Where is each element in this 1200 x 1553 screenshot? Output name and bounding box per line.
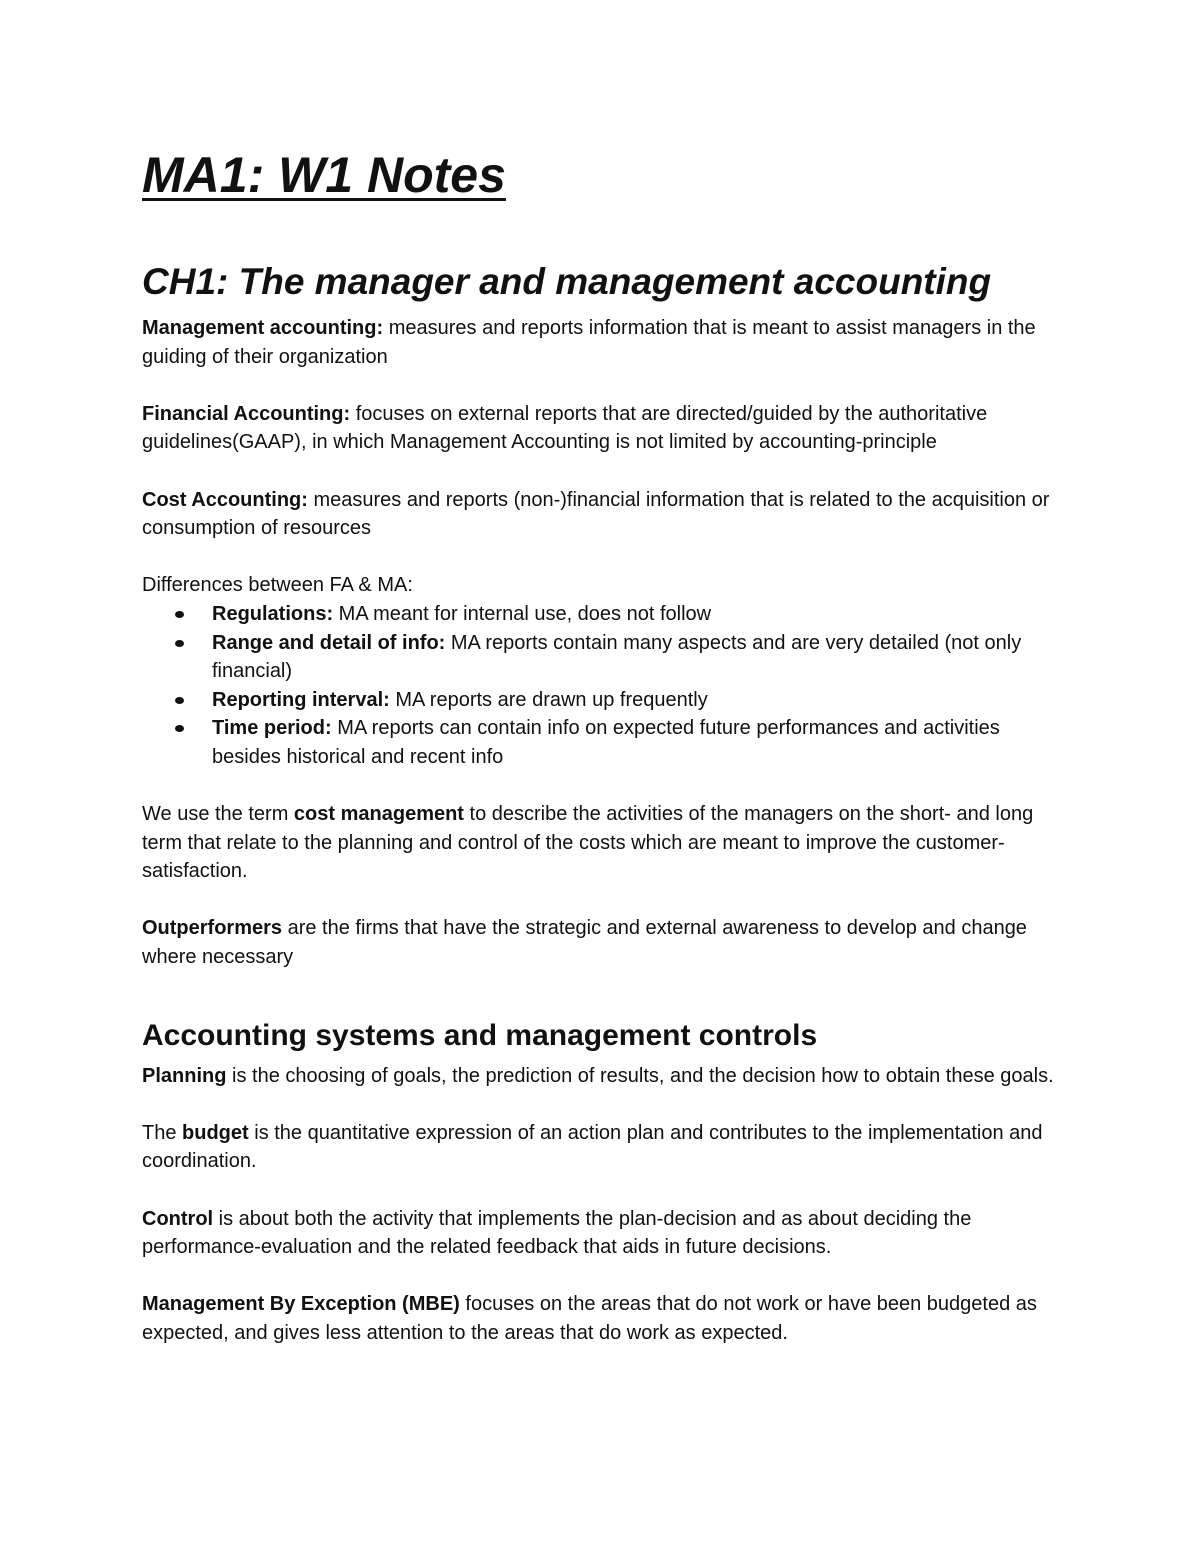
item-text: MA reports can contain info on expected future performances and activities besides historical and recent info: [212, 717, 1000, 768]
document-page: [142, 140, 1072, 1348]
term-label: Financial Accounting:: [142, 402, 351, 425]
definition-management-accounting: [142, 314, 1072, 371]
definition-cost-accounting: [142, 486, 1072, 543]
term-label: budget: [182, 1121, 249, 1144]
term-label: Planning: [142, 1064, 227, 1087]
control-paragraph: [142, 1205, 1072, 1262]
outperformers-paragraph: [142, 914, 1072, 971]
paragraph-text: The: [142, 1121, 183, 1144]
bullet-icon: [175, 640, 184, 647]
term-label: Outperformers: [142, 917, 283, 940]
mbe-paragraph: [142, 1290, 1072, 1347]
budget-paragraph: [142, 1119, 1072, 1176]
list-item: [142, 629, 1072, 686]
paragraph-text: is the quantitative expression of an action plan and contributes to the implementation and coordination.: [142, 1121, 1043, 1173]
bullet-icon: [175, 611, 184, 618]
term-label: Regulations:: [212, 602, 334, 625]
list-item: [142, 686, 1072, 715]
paragraph-text: are the firms that have the strategic and external awareness to develop and change where necessary: [142, 917, 1027, 969]
cost-management-paragraph: [142, 800, 1072, 886]
paragraph-text: is the choosing of goals, the prediction of results, and the decision how to obtain these goals.: [226, 1064, 1054, 1087]
term-label: Cost Accounting:: [142, 488, 308, 511]
definition-financial-accounting: [142, 400, 1072, 457]
differences-list: [142, 600, 1072, 772]
bullet-icon: [175, 697, 184, 704]
term-label: Range and detail of info:: [212, 631, 446, 654]
document-title: MA1: W1 Notes: [142, 147, 506, 203]
item-text: MA reports contain many aspects and are very detailed (not only financial): [212, 631, 1022, 683]
item-text: MA meant for internal use, does not follow: [333, 602, 712, 625]
term-label: cost management: [293, 803, 464, 826]
paragraph-text: We use the term: [142, 803, 294, 826]
term-label: Management By Exception (MBE): [142, 1293, 460, 1316]
term-label: Reporting interval:: [212, 688, 390, 711]
differences-intro: Differences between FA & MA:: [142, 574, 413, 597]
definition-text: measures and reports (non-)financial information that is related to the acquisition or consumption of resources: [142, 488, 1050, 540]
list-item: [142, 714, 1072, 771]
list-item: [142, 600, 1072, 629]
paragraph-text: is about both the activity that implements the plan-decision and as about deciding the performance-evaluation and the related feedback that aids in future decisions.: [142, 1207, 972, 1259]
planning-paragraph: [142, 1062, 1072, 1091]
definition-text: focuses on external reports that are directed/guided by the authoritative guidelines(GAAP), in which Management Accounting is not limited by accounting-principle: [142, 402, 988, 454]
chapter-heading: CH1: The manager and management accounting: [142, 261, 992, 302]
item-text: MA reports are drawn up frequently: [389, 688, 708, 711]
definition-text: measures and reports information that is meant to assist managers in the guiding of their organization: [142, 317, 1036, 368]
term-label: Control: [142, 1207, 214, 1230]
paragraph-text: focuses on the areas that do not work or have been budgeted as expected, and gives less attention to the areas that do work as expected.: [142, 1293, 1037, 1344]
term-label: Management accounting:: [142, 317, 384, 339]
paragraph-text: to describe the activities of the managers on the short- and long term that relate to the planning and control of the costs which are meant to improve the customer-satisfaction.: [142, 803, 1034, 883]
bullet-icon: [175, 725, 184, 732]
term-label: Time period:: [212, 717, 332, 740]
section-heading: Accounting systems and management controls: [142, 1018, 818, 1052]
